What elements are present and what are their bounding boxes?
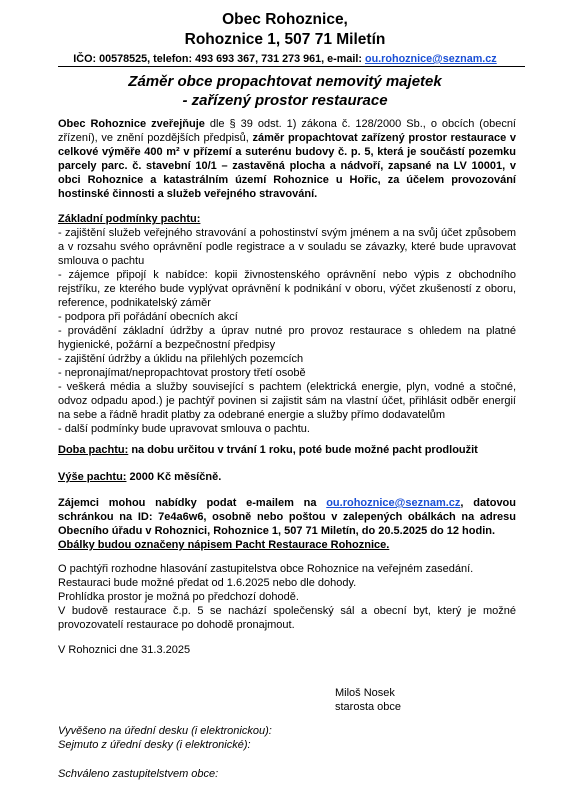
decision-line: Prohlídka prostor je možná po předchozí dohodě.	[58, 591, 299, 603]
price-line	[58, 470, 516, 484]
letterhead	[0, 10, 570, 66]
price-value: 2000 Kč měsíčně.	[126, 471, 222, 483]
condition-item: - zajištění údržby a úklidu na přilehlých pozemcích	[58, 353, 304, 365]
signature-block	[335, 686, 401, 714]
condition-item: - nepronajímat/nepropachtovat prostory třetí osobě	[58, 367, 306, 379]
condition-item: - další podmínky bude upravovat smlouva o pachtu.	[58, 423, 310, 435]
title-line-1: Záměr obce propachtovat nemovitý majetek	[128, 73, 442, 90]
duration-line	[58, 443, 516, 457]
header-divider	[58, 66, 525, 67]
offers-email-link[interactable]: ou.rohoznice@seznam.cz	[326, 497, 461, 509]
municipality-address: Rohoznice 1, 507 71 Miletín	[184, 31, 386, 48]
envelope-note: Obálky budou označeny nápisem Pacht Restaurace Rohoznice.	[58, 539, 390, 551]
offers-details: , datovou schránkou na ID: 7e4a6w6, osobně nebo poštou v zalepených obálkách na adresu Obecního úřadu v Rohoznici, Rohoznice 1, 507 71 Miletín, do 20.5.2025 do 12 hodin.	[58, 497, 516, 537]
intro-paragraph	[58, 117, 516, 201]
signatory-role: starosta obce	[335, 701, 402, 713]
decision-line: V budově restaurace č.p. 5 se nachází společenský sál a obecní byt, který je možné provozovatelí restaurace po dohodě pronajmout.	[58, 605, 516, 631]
contact-line	[0, 52, 570, 66]
decision-paragraph	[58, 562, 516, 632]
conditions-heading: Základní podmínky pachtu:	[58, 213, 201, 225]
intro-bold-lead: Obec Rohoznice zveřejňuje	[58, 118, 205, 130]
municipality-name: Obec Rohoznice,	[222, 11, 348, 28]
title-line-2: - zařízený prostor restaurace	[182, 92, 388, 109]
condition-item: - zájemce připojí k nabídce: kopii živnostenského oprávnění nebo výpis z obchodního rejstříku, ze kterého bude vyplývat oprávnění k podnikání v oboru, výčet zkušeností z oboru, reference, podnikatelský záměr	[58, 269, 516, 309]
offers-intro: Zájemci mohou nabídky podat e-mailem na	[58, 497, 327, 509]
header-email-link[interactable]: ou.rohoznice@seznam.cz	[364, 53, 497, 65]
intro-intent: záměr propachtovat zařízený prostor restaurace v celkové výměře 400 m² v přízemí a suterénu budovy č. p. 5, která je součástí pozemku parcely parc. č. stavební 10/1 – zastavěná plocha a nádvoří, zapsané na LV 10001, v obci Rohoznice a katastrálním území Rohoznice u Hořic, za účelem provozování hostinské činnosti a služeb veřejného stravování.	[58, 132, 516, 200]
contact-details: IČO: 00578525, telefon: 493 693 367, 731 273 961, e-mail:	[73, 53, 365, 65]
posted-note: Vyvěšeno na úřední desku (i elektronickou):	[58, 725, 272, 737]
signatory-name: Miloš Nosek	[335, 687, 395, 699]
decision-line: Restauraci bude možné předat od 1.6.2025 nebo dle dohody.	[58, 577, 357, 589]
duration-label: Doba pachtu:	[58, 444, 129, 456]
duration-value: na dobu určitou v trvání 1 roku, poté bude možné pacht prodloužit	[128, 444, 478, 456]
offers-paragraph	[58, 496, 516, 552]
approved-note: Schváleno zastupitelstvem obce:	[58, 768, 219, 780]
condition-item: - podpora při pořádání obecních akcí	[58, 311, 238, 323]
removed-note: Sejmuto z úřední desky (i elektronické):	[58, 739, 251, 751]
conditions-section	[58, 212, 516, 436]
date-line: V Rohoznici dne 31.3.2025	[58, 644, 191, 656]
document-title	[0, 72, 570, 110]
price-label: Výše pachtu:	[58, 471, 127, 483]
condition-item: - zajištění služeb veřejného stravování a pohostinství svým jménem a na svůj účet způsobem a v rozsahu svého oprávnění podle registrace a v souladu se závazky, které bude upravovat smlouva o pachtu	[58, 227, 516, 267]
condition-item: - veškerá média a služby související s pachtem (elektrická energie, plyn, vodné a stočné, odvoz odpadu apod.) je pachtýř povinen si zajistit sám na vlastní účet, přihlásit odběr energií na sebe a řádně hradit platby za odebrané energie a služby přímo dodavatelům	[58, 381, 516, 421]
decision-line: O pachtýři rozhodne hlasování zastupitelstva obce Rohoznice na veřejném zasedání.	[58, 563, 474, 575]
intro-legal-reference: dle § 39 odst. 1) zákona č. 128/2000 Sb., o obcích (obecní zřízení), ve znění pozdějších předpisů,	[58, 118, 516, 144]
condition-item: - provádění základní údržby a úprav nutné pro provoz restaurace s ohledem na platné hygienické, požární a bezpečnostní předpisy	[58, 325, 516, 351]
